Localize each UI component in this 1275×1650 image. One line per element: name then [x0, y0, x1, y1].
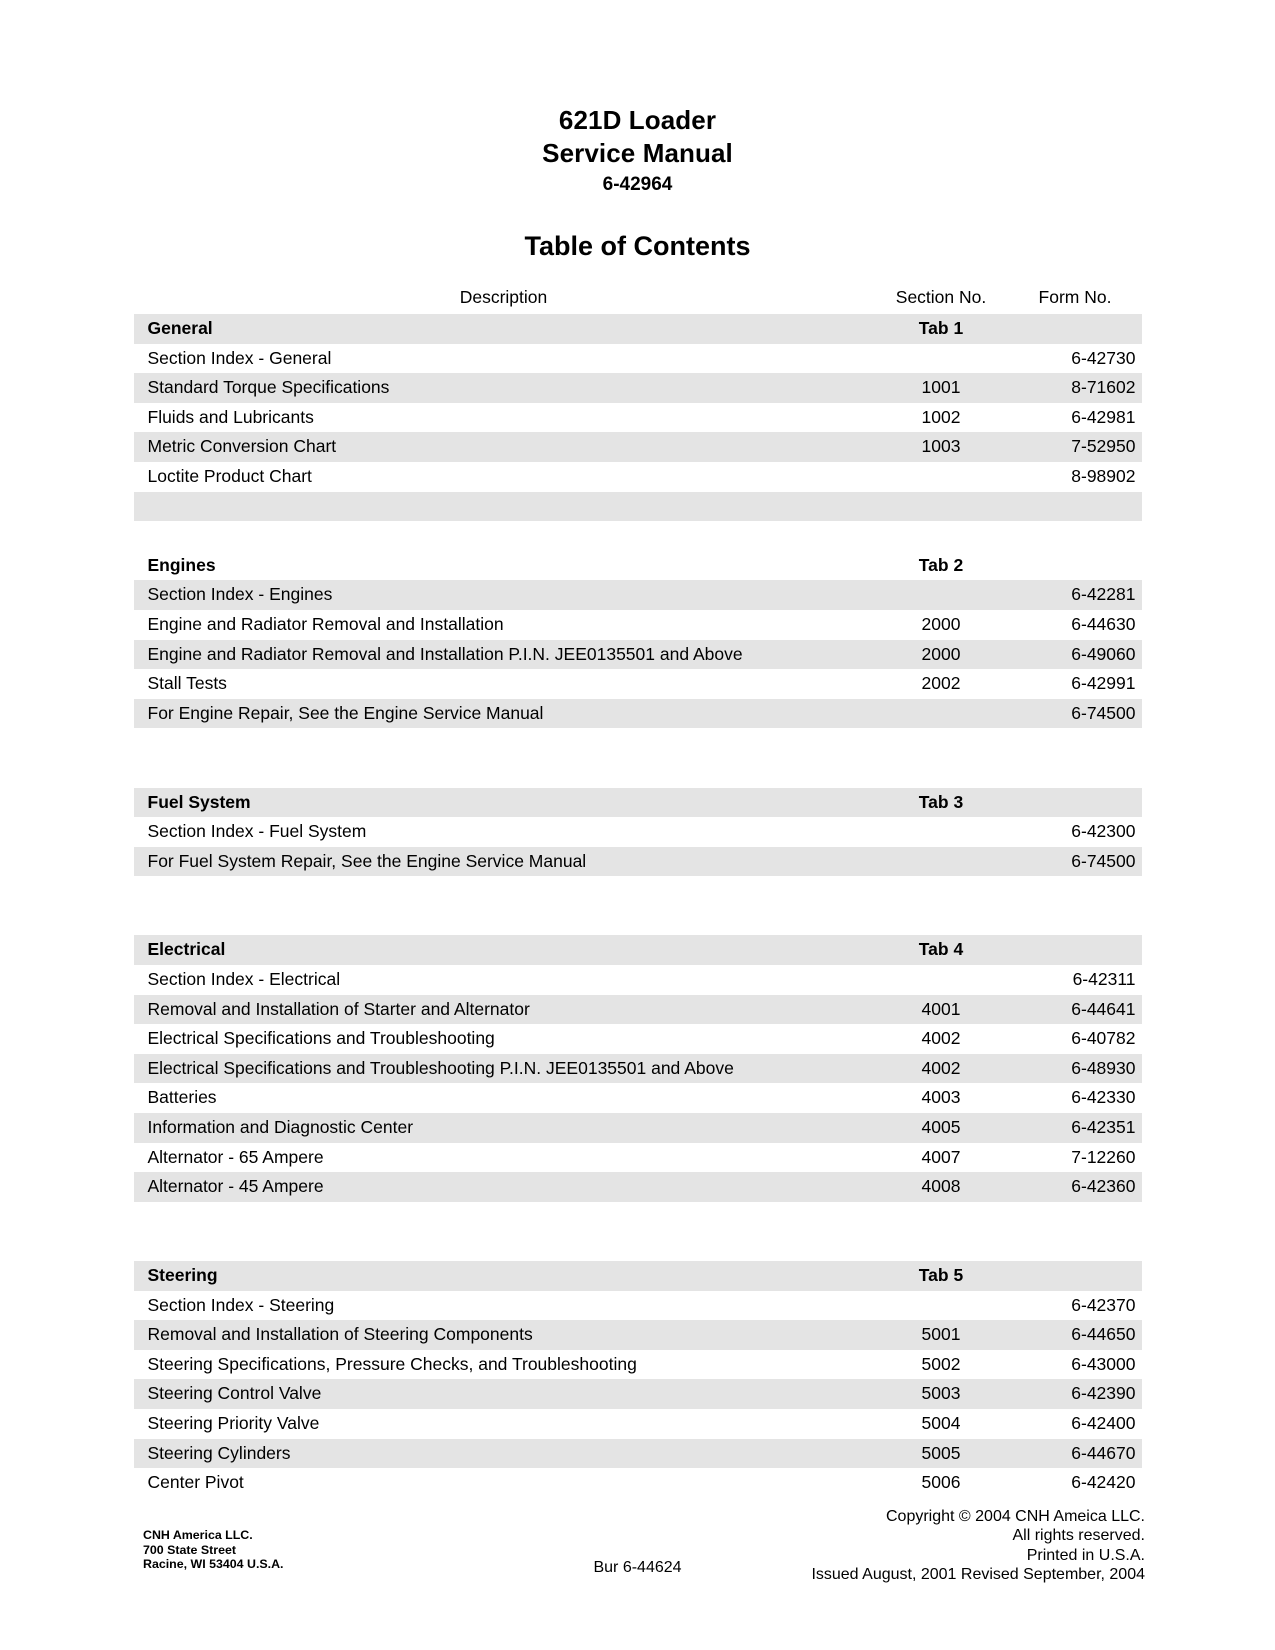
cell-description: Steering Priority Valve — [134, 1409, 874, 1439]
cell-section-no — [874, 1202, 1009, 1232]
cell-section-no: Tab 2 — [874, 551, 1009, 581]
table-body — [134, 314, 1142, 1498]
cell-description: Engines — [134, 551, 874, 581]
cell-form-no: 6-42351 — [1009, 1113, 1142, 1143]
cell-form-no — [1009, 1231, 1142, 1261]
section-header-row — [134, 1261, 1142, 1291]
cell-section-no — [874, 876, 1009, 906]
cell-section-no — [874, 728, 1009, 758]
cell-form-no: 6-42300 — [1009, 817, 1142, 847]
table-row — [134, 699, 1142, 729]
spacer-row — [134, 906, 1142, 936]
table-row — [134, 1113, 1142, 1143]
cell-description: Section Index - Steering — [134, 1291, 874, 1321]
cell-form-no: 6-42420 — [1009, 1468, 1142, 1498]
section-header-row — [134, 551, 1142, 581]
cell-section-no — [874, 965, 1009, 995]
cell-description — [134, 728, 874, 758]
table-row — [134, 1468, 1142, 1498]
page-title: Table of Contents — [524, 231, 751, 261]
cell-form-no — [1009, 788, 1142, 818]
table-row — [134, 1350, 1142, 1380]
copyright-line: Copyright © 2004 CNH Ameica LLC. — [885, 1508, 1145, 1525]
copyright-block — [811, 1507, 1145, 1585]
table-row — [134, 580, 1142, 610]
cell-description: Removal and Installation of Steering Components — [134, 1320, 874, 1350]
spacer-row — [134, 876, 1142, 906]
spacer-row — [134, 758, 1142, 788]
cell-description: Alternator - 65 Ampere — [134, 1143, 874, 1173]
cell-section-no — [874, 1231, 1009, 1261]
cell-section-no — [874, 1291, 1009, 1321]
table-header — [134, 281, 1142, 314]
cell-section-no: 4007 — [874, 1143, 1009, 1173]
cell-section-no: 2000 — [874, 610, 1009, 640]
cell-form-no: 6-44641 — [1009, 995, 1142, 1025]
table-of-contents — [134, 281, 1142, 1498]
table-row — [134, 640, 1142, 670]
table-row — [134, 462, 1142, 492]
cell-form-no: 6-42330 — [1009, 1083, 1142, 1113]
cell-section-no: 4002 — [874, 1054, 1009, 1084]
cell-form-no: 6-74500 — [1009, 847, 1142, 877]
cell-section-no: 4002 — [874, 1024, 1009, 1054]
cell-form-no: 6-42730 — [1009, 344, 1142, 374]
table-row — [134, 344, 1142, 374]
cell-description — [134, 492, 874, 522]
cell-form-no: 6-49060 — [1009, 640, 1142, 670]
spacer-row — [134, 1231, 1142, 1261]
cell-form-no — [1009, 551, 1142, 581]
table-row — [134, 1439, 1142, 1469]
cell-form-no: 6-43000 — [1009, 1350, 1142, 1380]
page-footer — [0, 1500, 1275, 1650]
cell-form-no: 6-74500 — [1009, 699, 1142, 729]
table-row — [134, 669, 1142, 699]
cell-description: Removal and Installation of Starter and Alternator — [134, 995, 874, 1025]
cell-description: Loctite Product Chart — [134, 462, 874, 492]
cell-section-no: 5004 — [874, 1409, 1009, 1439]
cell-description: General — [134, 314, 874, 344]
manual-title-line-2: Service Manual — [542, 138, 733, 168]
cell-description: Steering Cylinders — [134, 1439, 874, 1469]
cell-form-no: 7-12260 — [1009, 1143, 1142, 1173]
cell-section-no — [874, 817, 1009, 847]
cell-form-no: 6-42390 — [1009, 1379, 1142, 1409]
manual-title-line-1: 621D Loader — [558, 105, 717, 135]
cell-section-no — [874, 847, 1009, 877]
table-row — [134, 432, 1142, 462]
cell-section-no: 5002 — [874, 1350, 1009, 1380]
spacer-row — [134, 492, 1142, 522]
cell-form-no — [1009, 876, 1142, 906]
table-row — [134, 817, 1142, 847]
cell-description: Steering Specifications, Pressure Checks, and Troubleshooting — [134, 1350, 874, 1380]
cell-description: Batteries — [134, 1083, 874, 1113]
cell-form-no: 8-71602 — [1009, 373, 1142, 403]
printed-line: Printed in U.S.A. — [1026, 1546, 1145, 1564]
table-row — [134, 965, 1142, 995]
cell-description — [134, 906, 874, 936]
cell-form-no: 6-42311 — [1009, 965, 1142, 995]
cell-section-no: Tab 4 — [874, 935, 1009, 965]
section-header-row — [134, 935, 1142, 965]
cell-section-no — [874, 906, 1009, 936]
cell-section-no: 5001 — [874, 1320, 1009, 1350]
cell-section-no — [874, 492, 1009, 522]
cell-section-no: 5006 — [874, 1468, 1009, 1498]
company-name: CNH America LLC. — [143, 1528, 253, 1542]
cell-form-no: 6-42400 — [1009, 1409, 1142, 1439]
cell-description — [134, 876, 874, 906]
cell-form-no — [1009, 314, 1142, 344]
cell-description: Standard Torque Specifications — [134, 373, 874, 403]
cell-description: Electrical Specifications and Troubleshooting P.I.N. JEE0135501 and Above — [134, 1054, 874, 1084]
cell-description: Electrical — [134, 935, 874, 965]
cell-section-no: 5005 — [874, 1439, 1009, 1469]
table-row — [134, 1172, 1142, 1202]
cell-description: Fuel System — [134, 788, 874, 818]
cell-form-no: 6-42281 — [1009, 580, 1142, 610]
cell-description: Engine and Radiator Removal and Installation — [134, 610, 874, 640]
cell-description — [134, 521, 874, 551]
cell-description: Information and Diagnostic Center — [134, 1113, 874, 1143]
cell-description: For Fuel System Repair, See the Engine Service Manual — [134, 847, 874, 877]
cell-description: Steering — [134, 1261, 874, 1291]
cell-form-no — [1009, 758, 1142, 788]
cell-description: Section Index - Engines — [134, 580, 874, 610]
cell-form-no — [1009, 492, 1142, 522]
cell-section-no — [874, 344, 1009, 374]
cell-form-no: 6-44630 — [1009, 610, 1142, 640]
cell-section-no: 1001 — [874, 373, 1009, 403]
cell-description — [134, 1231, 874, 1261]
cell-section-no — [874, 580, 1009, 610]
cell-section-no: Tab 1 — [874, 314, 1009, 344]
cell-description: Section Index - Electrical — [134, 965, 874, 995]
rights-line: All rights reserved. — [1012, 1527, 1145, 1545]
spacer-row — [134, 728, 1142, 758]
cell-form-no: 6-42370 — [1009, 1291, 1142, 1321]
cell-description: Stall Tests — [134, 669, 874, 699]
cell-section-no: 1003 — [874, 432, 1009, 462]
cell-description: Section Index - Fuel System — [134, 817, 874, 847]
column-header-form-no: Form No. — [1009, 281, 1142, 314]
bur-number: Bur 6-44624 — [593, 1559, 682, 1576]
table-header-row — [134, 281, 1142, 314]
cell-form-no: 7-52950 — [1009, 432, 1142, 462]
cell-form-no — [1009, 728, 1142, 758]
cell-form-no — [1009, 906, 1142, 936]
cell-description: Electrical Specifications and Troubleshooting — [134, 1024, 874, 1054]
cell-section-no: Tab 3 — [874, 788, 1009, 818]
cell-form-no: 6-48930 — [1009, 1054, 1142, 1084]
cell-section-no — [874, 699, 1009, 729]
title-block — [0, 0, 1275, 263]
cell-form-no — [1009, 1261, 1142, 1291]
column-header-description: Description — [134, 281, 874, 314]
table-row — [134, 1291, 1142, 1321]
cell-section-no: 4008 — [874, 1172, 1009, 1202]
cell-section-no: 2000 — [874, 640, 1009, 670]
table-row — [134, 1409, 1142, 1439]
table-row — [134, 1320, 1142, 1350]
column-header-section-no: Section No. — [874, 281, 1009, 314]
table-row — [134, 1024, 1142, 1054]
table-row — [134, 610, 1142, 640]
company-street: 700 State Street — [143, 1542, 236, 1557]
cell-section-no: 4001 — [874, 995, 1009, 1025]
cell-form-no: 6-44670 — [1009, 1439, 1142, 1469]
cell-form-no: 6-42981 — [1009, 403, 1142, 433]
table-row — [134, 1379, 1142, 1409]
table-row — [134, 1143, 1142, 1173]
section-header-row — [134, 314, 1142, 344]
cell-description: Steering Control Valve — [134, 1379, 874, 1409]
cell-section-no — [874, 462, 1009, 492]
cell-section-no: 5003 — [874, 1379, 1009, 1409]
cell-form-no — [1009, 1202, 1142, 1232]
cell-form-no: 8-98902 — [1009, 462, 1142, 492]
cell-form-no — [1009, 935, 1142, 965]
cell-section-no: Tab 5 — [874, 1261, 1009, 1291]
cell-section-no: 4005 — [874, 1113, 1009, 1143]
cell-form-no: 6-40782 — [1009, 1024, 1142, 1054]
company-city-state: Racine, WI 53404 U.S.A. — [143, 1557, 284, 1572]
table-row — [134, 995, 1142, 1025]
cell-description — [134, 758, 874, 788]
cell-section-no — [874, 758, 1009, 788]
cell-form-no: 6-44650 — [1009, 1320, 1142, 1350]
cell-description: For Engine Repair, See the Engine Service Manual — [134, 699, 874, 729]
issued-line: Issued August, 2001 Revised September, 2004 — [811, 1566, 1145, 1584]
spacer-row — [134, 1202, 1142, 1232]
cell-form-no: 6-42991 — [1009, 669, 1142, 699]
table-row — [134, 847, 1142, 877]
cell-section-no: 2002 — [874, 669, 1009, 699]
cell-description: Alternator - 45 Ampere — [134, 1172, 874, 1202]
spacer-row — [134, 521, 1142, 551]
cell-description: Center Pivot — [134, 1468, 874, 1498]
cell-section-no: 4003 — [874, 1083, 1009, 1113]
cell-description — [134, 1202, 874, 1232]
cell-description: Fluids and Lubricants — [134, 403, 874, 433]
section-header-row — [134, 788, 1142, 818]
table-row — [134, 373, 1142, 403]
cell-description: Metric Conversion Chart — [134, 432, 874, 462]
cell-section-no: 1002 — [874, 403, 1009, 433]
cell-description: Engine and Radiator Removal and Installation P.I.N. JEE0135501 and Above — [134, 640, 874, 670]
cell-form-no — [1009, 521, 1142, 551]
table-row — [134, 1083, 1142, 1113]
table-row — [134, 403, 1142, 433]
cell-form-no: 6-42360 — [1009, 1172, 1142, 1202]
table-row — [134, 1054, 1142, 1084]
cell-description: Section Index - General — [134, 344, 874, 374]
cell-section-no — [874, 521, 1009, 551]
manual-number: 6-42964 — [602, 174, 673, 195]
